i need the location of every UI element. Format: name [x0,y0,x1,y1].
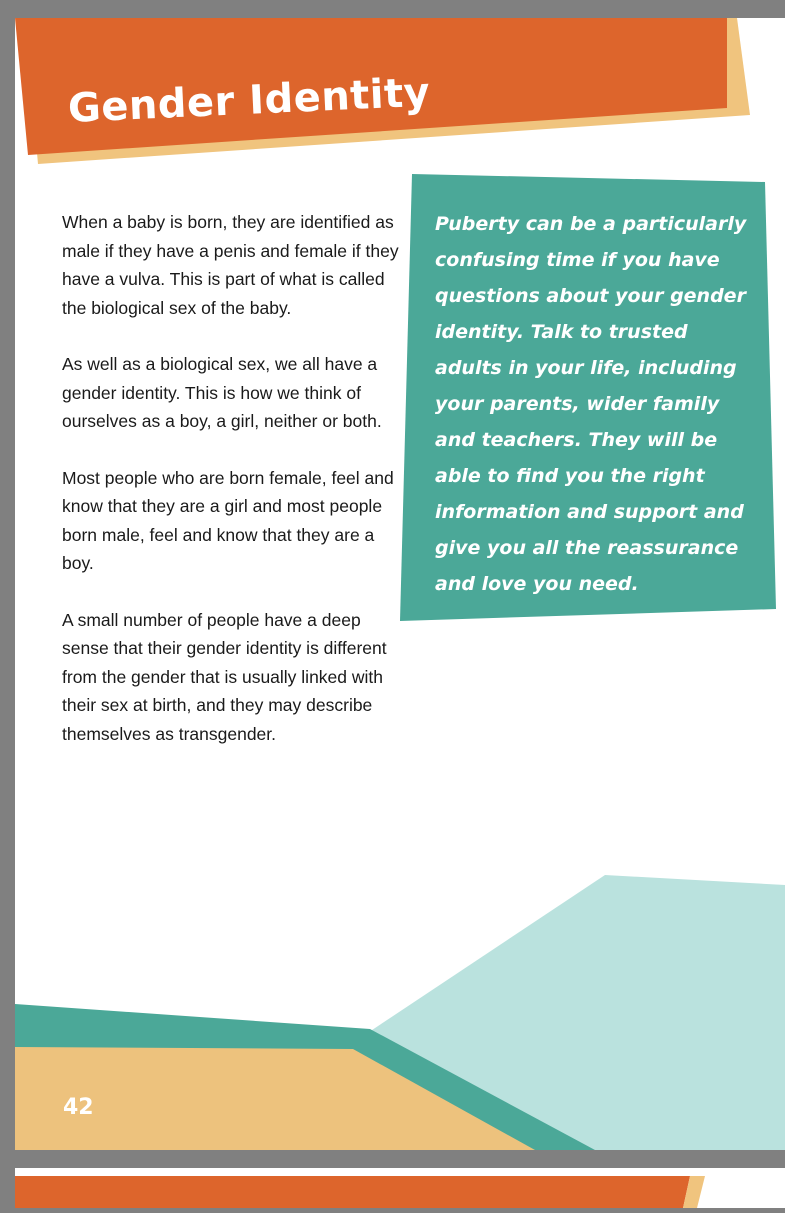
body-paragraph: When a baby is born, they are identified as male if they have a penis and female if they have a vulva. This is part of what is called the biological sex of the baby. [62,212,399,318]
body-paragraph: A small number of people have a deep sense that their gender identity is different from the gender that is usually linked with their sex at birth, and they may describe themselves as transgender. [62,609,387,744]
body-paragraph: As well as a biological sex, we all have a gender identity. This is how we think of ourselves as a boy, a girl, neither or both. [62,354,382,431]
document-page [15,18,785,1150]
body-text [62,208,402,776]
next-page-banner [15,1168,785,1208]
callout-text: Puberty can be a particularly confusing time if you have questions about your gender identity. Talk to trusted adults in your life, including your parents, wider family and teachers. They will be able to find you the right information and support and give you all the reassurance and love you need. [435,213,747,595]
body-paragraph: Most people who are born female, feel and know that they are a girl and most people born male, feel and know that they are a boy. [62,467,394,573]
next-page-preview [15,1168,785,1208]
page-number: 42 [63,1095,94,1120]
page-title: Gender Identity [66,69,432,132]
